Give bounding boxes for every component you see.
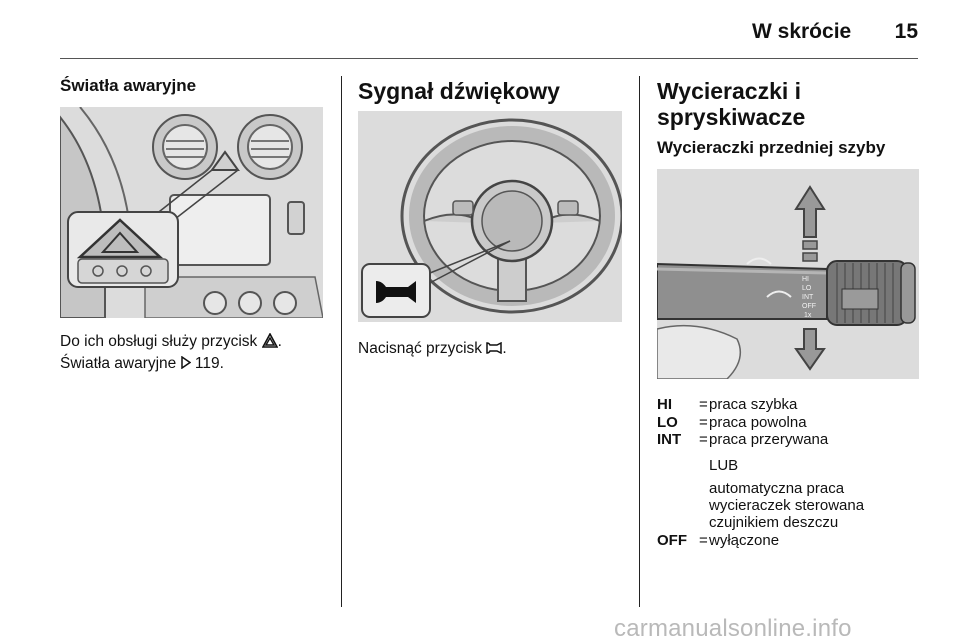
hazard-warning-icon bbox=[262, 333, 278, 353]
hazard-lights-figure bbox=[60, 107, 323, 318]
stalk-label-hi: HI bbox=[802, 276, 809, 283]
page-header-title: W skrócie bbox=[752, 20, 852, 43]
wipers-heading: Wycieraczki i spryskiwacze bbox=[657, 78, 806, 130]
hazard-reference-text: Światła awaryjne 119. bbox=[60, 355, 224, 372]
stalk-label-1x: 1x bbox=[804, 312, 812, 319]
watermark: carmanualsonline.info bbox=[614, 615, 852, 642]
arrow-reference-icon bbox=[181, 356, 191, 374]
hazard-lights-heading: Światła awaryjne bbox=[60, 76, 197, 95]
or-text: LUB bbox=[709, 457, 739, 474]
front-wipers-subheading: Wycieraczki przedniej szyby bbox=[657, 138, 886, 157]
definition-row: INT = praca przerywana bbox=[657, 431, 829, 448]
page-number: 15 bbox=[894, 20, 918, 43]
definition-row: HI = praca szybka bbox=[657, 396, 798, 413]
column-divider-1 bbox=[341, 76, 342, 607]
horn-icon bbox=[486, 341, 502, 359]
column-divider-2 bbox=[639, 76, 640, 607]
horn-figure bbox=[358, 111, 622, 322]
hazard-instruction-text: Do ich obsługi służy przycisk . bbox=[60, 333, 282, 353]
definition-row: LO = praca powolna bbox=[657, 413, 807, 431]
header-rule bbox=[60, 58, 918, 59]
stalk-label-int: INT bbox=[802, 294, 814, 301]
horn-heading: Sygnał dźwiękowy bbox=[358, 78, 560, 104]
stalk-label-lo: LO bbox=[802, 285, 812, 292]
wiper-definitions bbox=[657, 396, 919, 549]
auto-rain-sensor-text: automatyczna praca wycieraczek sterowana czujnikiem deszczu bbox=[709, 480, 865, 531]
stalk-label-off: OFF bbox=[802, 303, 816, 310]
wiper-stalk-figure bbox=[657, 169, 919, 379]
horn-instruction-text: Nacisnąć przycisk . bbox=[358, 340, 507, 357]
definition-row-off: OFF = wyłączone bbox=[657, 532, 780, 549]
